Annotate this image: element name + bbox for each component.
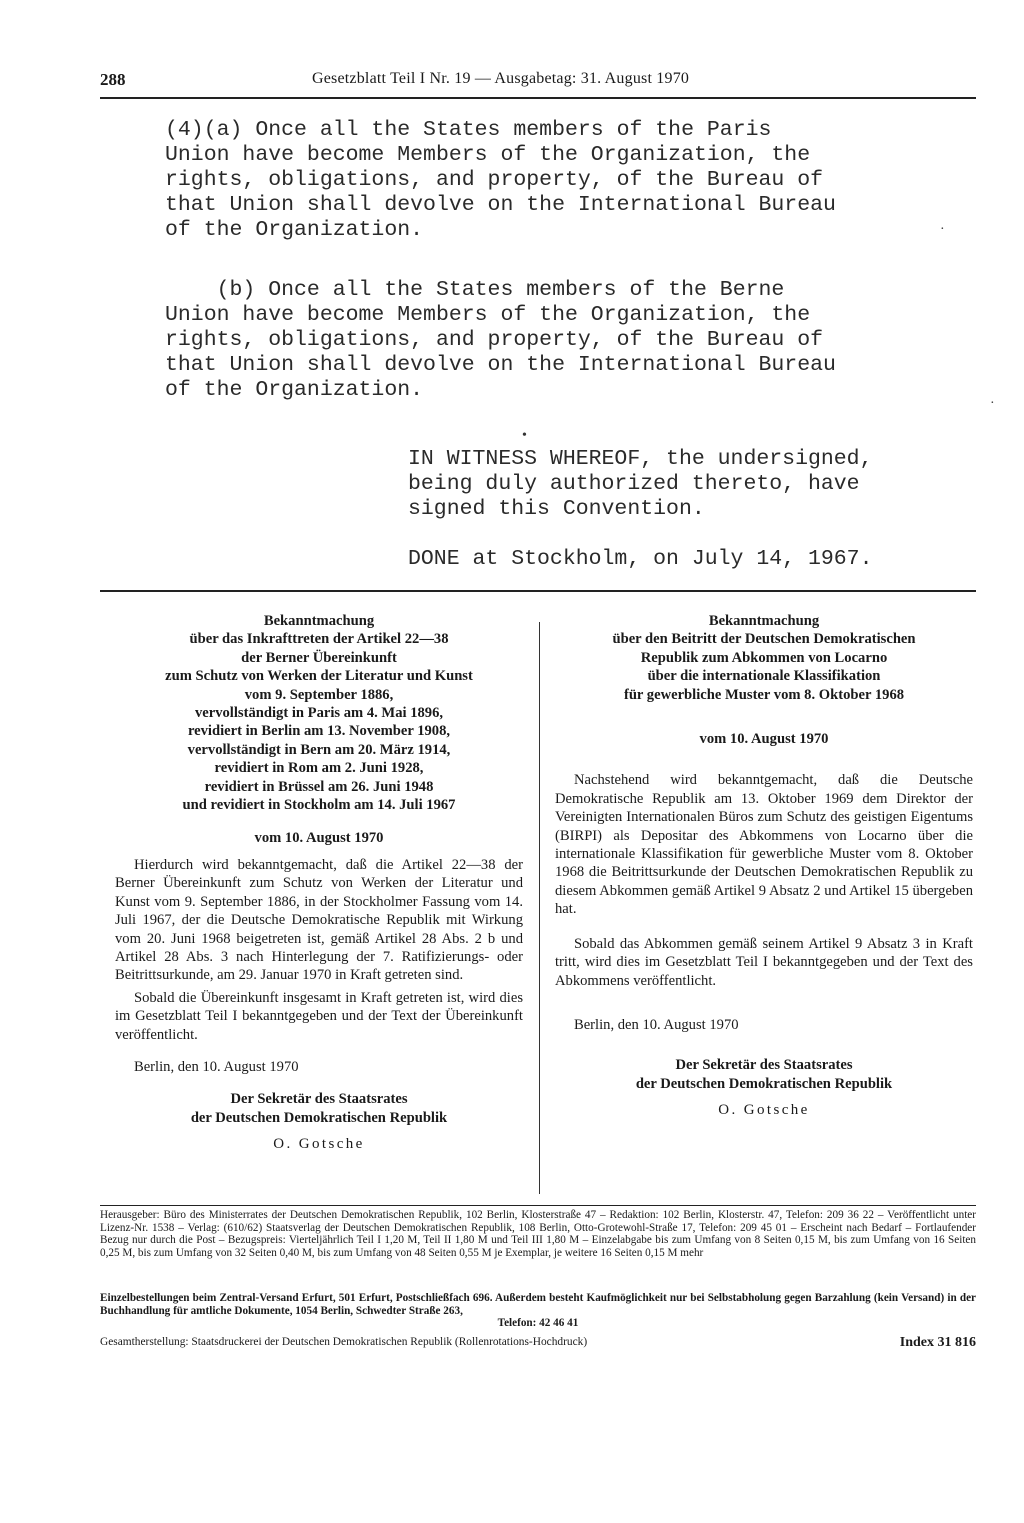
signatory-name: O. Gotsche xyxy=(273,1136,365,1153)
ordering-info xyxy=(100,1292,976,1330)
signature-line: Der Sekretär des Staatsrates xyxy=(230,1091,408,1108)
convention-paragraph-a xyxy=(165,118,935,243)
text-line: of the Organization. xyxy=(165,378,424,402)
heading-line: und revidiert in Stockholm am 14. Juli 1967 xyxy=(182,797,456,814)
announcement-date: vom 10. August 1970 xyxy=(699,731,829,748)
left-announcement xyxy=(115,612,523,1154)
announcement-heading xyxy=(555,612,973,704)
publisher-imprint xyxy=(100,1209,976,1259)
production-line xyxy=(100,1336,976,1348)
heading-line: Bekanntmachung xyxy=(708,613,820,629)
heading-line: vom 9. September 1886, xyxy=(244,686,394,703)
signature-block xyxy=(115,1090,523,1127)
heading-line: zum Schutz von Werken der Literatur und Kunst xyxy=(165,668,473,685)
orders-phone: Telefon: 42 46 41 xyxy=(497,1317,579,1330)
footer-rule xyxy=(100,1205,976,1206)
running-head xyxy=(100,70,976,98)
body-paragraph: Sobald das Abkommen gemäß seinem Artikel 9 Absatz 3 in Kraft tritt, wird dies im Gesetzblatt Teil I bekanntgegeben und der Text des Abkommens veröffentlicht. xyxy=(555,935,973,989)
signatory-name: O. Gotsche xyxy=(718,1102,810,1119)
announcement-date: vom 10. August 1970 xyxy=(254,830,384,847)
heading-line: revidiert in Berlin am 13. November 1908, xyxy=(187,723,451,740)
scan-speck: · xyxy=(940,222,945,237)
announcement-heading xyxy=(115,612,523,814)
heading-line: über die internationale Klassifikation xyxy=(647,668,881,685)
gazette-title: Gesetzblatt Teil I Nr. 19 — Ausgabetag: 31. August 1970 xyxy=(312,70,690,87)
heading-line: vervollständigt in Paris am 4. Mai 1896, xyxy=(194,705,444,722)
heading-line: der Berner Übereinkunft xyxy=(241,649,397,666)
heading-line: revidiert in Rom am 2. Juni 1928, xyxy=(214,760,424,777)
orders-text: Einzelbestellungen beim Zentral-Versand Erfurt, 501 Erfurt, Postschließfach 696. Außerdem besteht Kaufmöglichkeit nur bei Selbstabholung gegen Barzahlung (kein Versand) in der Buchhandlung für amtliche Dokumente, 1054 Berlin, Schwedter Straße 263, xyxy=(100,1292,976,1317)
header-rule xyxy=(100,97,976,99)
signature-block xyxy=(555,1056,973,1093)
index-number: Index 31 816 xyxy=(899,1335,976,1350)
text-line: being duly authorized thereto, have xyxy=(408,472,860,496)
heading-line: vervollständigt in Bern am 20. März 1914, xyxy=(187,741,451,758)
text-line: (b) Once all the States members of the Berne xyxy=(165,278,785,302)
right-announcement xyxy=(555,612,973,1120)
heading-line: revidiert in Brüssel am 26. Juni 1948 xyxy=(204,778,434,795)
text-line: rights, obligations, and property, of the Bureau of xyxy=(165,168,824,192)
printer-credit: Gesamtherstellung: Staatsdruckerei der Deutschen Demokratischen Republik (Rollenrotations-Hochdruck) xyxy=(100,1336,588,1348)
section-rule xyxy=(100,590,976,592)
signature-line: der Deutschen Demokratischen Republik xyxy=(190,1109,448,1126)
imprint-text: Herausgeber: Büro des Ministerrates der Deutschen Demokratischen Republik, 102 Berlin, Klosterstraße 47 – Redaktion: 102 Berlin, Klosterstr. 47, Telefon: 209 36 22 – Veröffentlicht unter Lizenz-Nr. 1538 – Verlag: (610/62) Staatsverlag der Deutschen Demokratischen Republik, 108 Berlin, Otto-Grotewohl-Straße 17, Telefon: 209 45 01 – Erscheint nach Bedarf – Fortlaufender Bezug nur durch die Post – Bezugspreis: Vierteljährlich Teil I 1,20 M, Teil II 1,80 M und Teil III 1,80 M – Einzelabgabe bis zum Umfang von 8 Seiten 0,15 M, bis zum Umfang von 16 Seiten 0,25 M, bis zum Umfang von 32 Seiten 0,40 M, bis zum Umfang von 48 Seiten 0,55 M je Exemplar, je weitere 16 Seiten 0,15 M mehr xyxy=(100,1209,976,1259)
scan-speck: · xyxy=(990,396,995,411)
column-divider xyxy=(539,622,540,1194)
text-line: Union have become Members of the Organization, the xyxy=(165,303,811,327)
text-line: that Union shall devolve on the International Bureau xyxy=(165,193,836,217)
text-line: (4)(a) Once all the States members of the Paris xyxy=(165,118,772,142)
text-line: rights, obligations, and property, of the Bureau of xyxy=(165,328,824,352)
convention-paragraph-b xyxy=(165,278,935,403)
heading-line: Republik zum Abkommen von Locarno xyxy=(640,649,888,666)
text-line: signed this Convention. xyxy=(408,497,705,521)
body-paragraph: Nachstehend wird bekanntgemacht, daß die Deutsche Demokratische Republik am 13. Oktober 1969 dem Direktor der Vereinigten Internationalen Büros zum Schutz des geistigen Eigentums (BIRPI) als Depositar des Abkommens von Locarno über die internationale Klassifikation für gewerbliche Muster vom 8. Oktober 1968 die Beitrittsurkunde der Deutschen Demokratischen Republik zu diesem Abkommen gemäß Artikel 9 Absatz 2 und Artikel 15 übergeben hat. xyxy=(555,772,973,918)
page-number: 288 xyxy=(100,70,126,89)
place-and-date: Berlin, den 10. August 1970 xyxy=(573,1016,739,1033)
scan-speck: • xyxy=(522,428,527,443)
place-and-date: Berlin, den 10. August 1970 xyxy=(133,1058,299,1075)
signature-line: Der Sekretär des Staatsrates xyxy=(675,1057,853,1074)
heading-line: über das Inkrafttreten der Artikel 22—38 xyxy=(189,631,449,648)
text-line: IN WITNESS WHEREOF, the undersigned, xyxy=(408,447,873,471)
text-line: that Union shall devolve on the International Bureau xyxy=(165,353,836,377)
body-paragraph: Hierdurch wird bekanntgemacht, daß die Artikel 22—38 der Berner Übereinkunft zum Schutz von Werken der Literatur und Kunst vom 9. September 1886, in der Stockholmer Fassung vom 14. Juli 1967, der die Deutsche Demokratische Republik mit Wirkung vom 20. Juni 1968 beigetreten ist, gemäß Artikel 28 Abs. 2 b und Artikel 28 Abs. 3 nach Hinterlegung der 7. Ratifizierungs- oder Beitrittsurkunde, am 29. Januar 1970 in Kraft getreten sind. xyxy=(115,856,523,984)
text-line: of the Organization. xyxy=(165,218,424,242)
heading-line: über den Beitritt der Deutschen Demokratischen xyxy=(612,631,916,648)
signature-line: der Deutschen Demokratischen Republik xyxy=(635,1075,893,1092)
body-paragraph: Sobald die Übereinkunft insgesamt in Kraft getreten ist, wird dies im Gesetzblatt Teil I bekanntgegeben und der Text der Übereinkunft veröffentlicht. xyxy=(115,989,523,1043)
done-at-stockholm: DONE at Stockholm, on July 14, 1967. xyxy=(408,547,873,571)
witness-clause xyxy=(408,447,948,522)
text-line: Union have become Members of the Organization, the xyxy=(165,143,811,167)
heading-line: Bekanntmachung xyxy=(263,613,375,629)
heading-line: für gewerbliche Muster vom 8. Oktober 1968 xyxy=(623,686,905,703)
